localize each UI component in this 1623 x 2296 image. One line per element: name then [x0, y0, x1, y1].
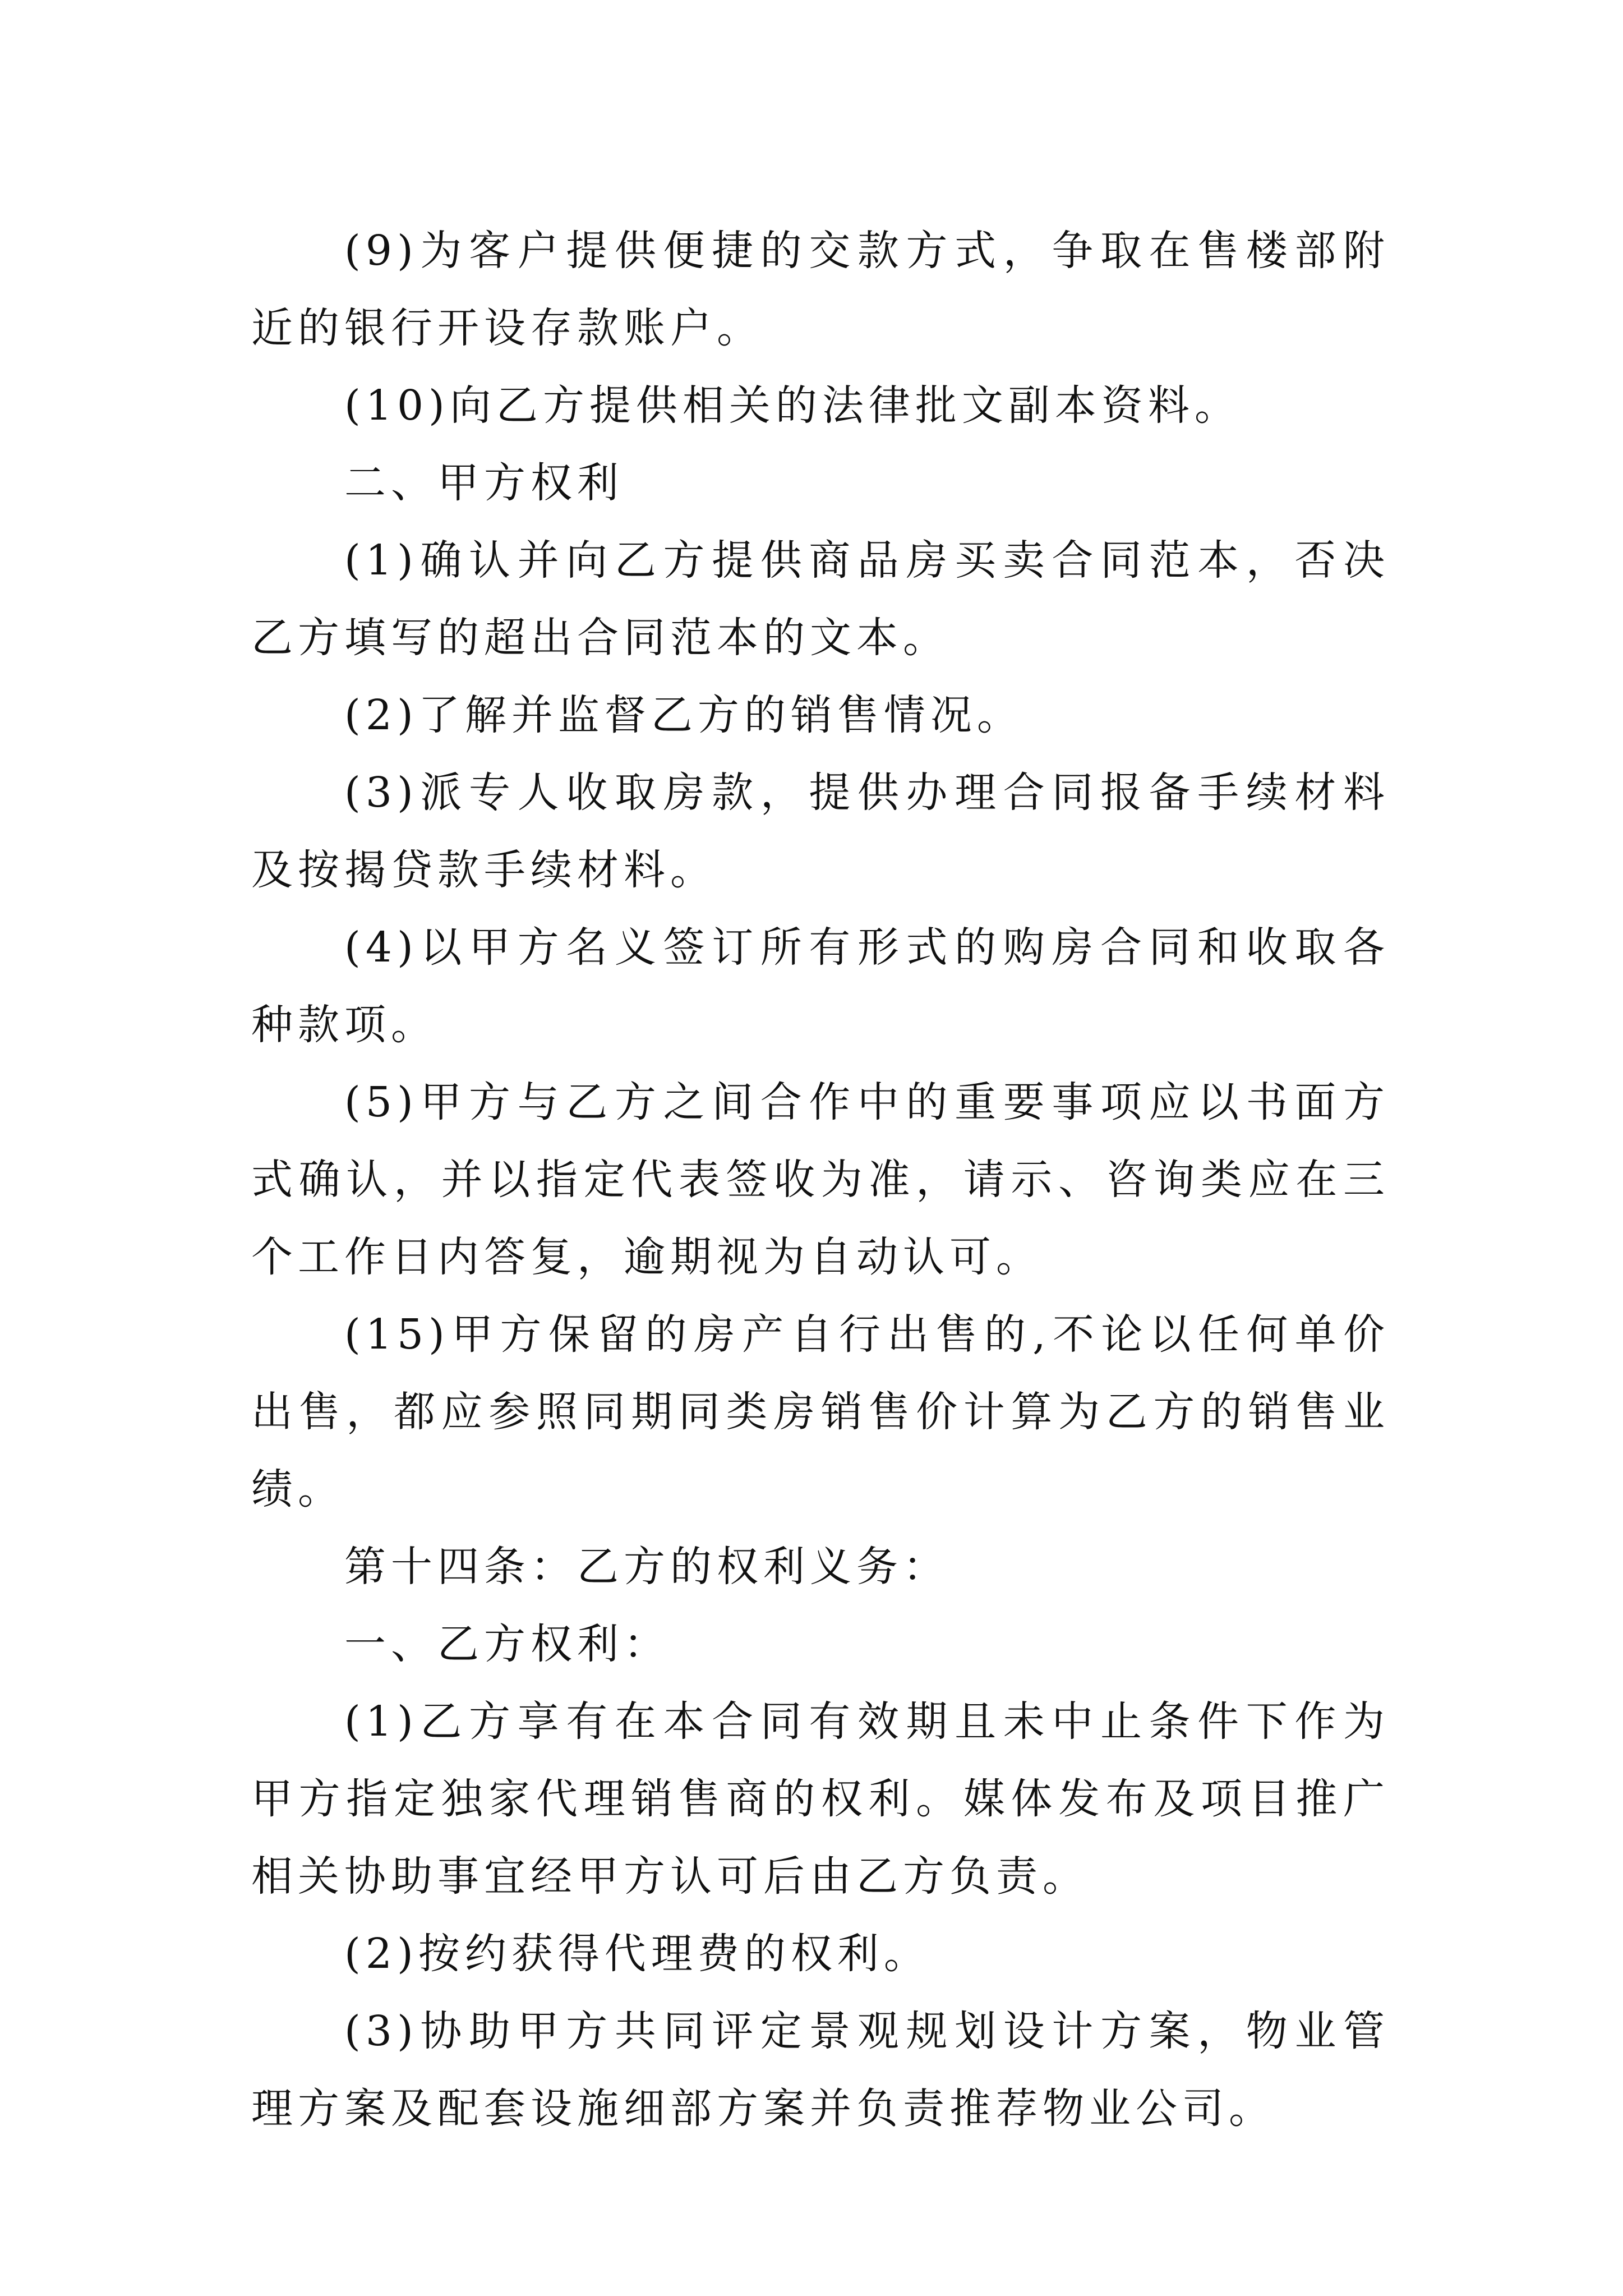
- paragraph-a-right-2: (2)了解并监督乙方的销售情况。: [344, 691, 1023, 739]
- section-heading-party-b-rights: 一、乙方权利：: [344, 1620, 670, 1668]
- section-heading-party-a-rights: 二、甲方权利: [344, 459, 624, 507]
- article-heading-14: 第十四条：乙方的权利义务：: [344, 1543, 949, 1591]
- paragraph-item-10: (10)向乙方提供相关的法律批文副本资料。: [344, 381, 1241, 430]
- paragraph-b-right-2: (2)按约获得代理费的权利。: [344, 1930, 930, 1978]
- paragraph-a-right-15: (15)甲方保留的房产自行出售的,不论以任何单价出售，都应参照同期同类房销售价计算为乙方的销售业绩。: [251, 1310, 1390, 1513]
- paragraph-a-right-5: (5)甲方与乙方之间合作中的重要事项应以书面方式确认，并以指定代表签收为准，请示、咨询类应在三个工作日内答复，逾期视为自动认可。: [251, 1078, 1390, 1281]
- paragraph-item-9: (9)为客户提供便捷的交款方式，争取在售楼部附近的银行开设存款账户。: [251, 227, 1390, 352]
- paragraph-b-right-1: (1)乙方享有在本合同有效期且未中止条件下作为甲方指定独家代理销售商的权利。媒体发布及项目推广相关协助事宜经甲方认可后由乙方负责。: [251, 1697, 1390, 1901]
- paragraph-b-right-3: (3)协助甲方共同评定景观规划设计方案，物业管理方案及配套设施细部方案并负责推荐物业公司。: [251, 2007, 1390, 2133]
- paragraph-a-right-4: (4)以甲方名义签订所有形式的购房合同和收取各种款项。: [251, 923, 1390, 1049]
- paragraph-a-right-1: (1)确认并向乙方提供商品房买卖合同范本，否决乙方填写的超出合同范本的文本。: [251, 536, 1390, 662]
- paragraph-a-right-3: (3)派专人收取房款，提供办理合同报备手续材料及按揭贷款手续材料。: [251, 769, 1390, 894]
- document-body: [251, 212, 1390, 2147]
